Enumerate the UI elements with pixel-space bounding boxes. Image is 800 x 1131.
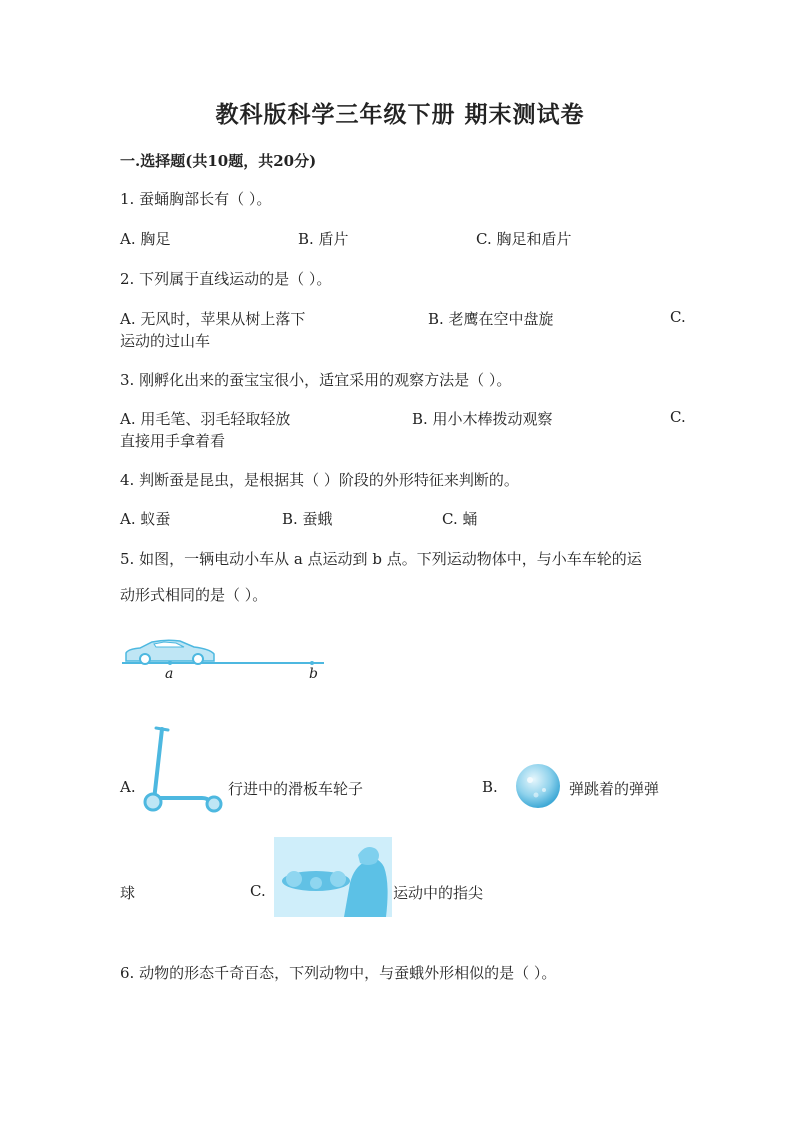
question-1-option-a: A. 胸足 (120, 230, 171, 248)
question-5-option-c-letter: C. (250, 882, 266, 900)
point-a-label: a (165, 666, 174, 682)
question-1-option-c: C. 胸足和盾片 (476, 230, 572, 248)
section-heading: 一.选择题(共10题，共20分) (120, 152, 317, 170)
question-5-option-b-text: 弹跳着的弹弹 (569, 780, 660, 798)
question-4-option-a: A. 蚁蚕 (120, 510, 171, 528)
question-1-option-b: B. 盾片 (298, 230, 349, 248)
question-5-option-b-wrap: 球 (120, 884, 136, 902)
question-5-stem-line2: 动形式相同的是（ ）。 (120, 586, 268, 604)
page-title: 教科版科学三年级下册 期末测试卷 (215, 101, 585, 128)
question-2-option-c-wrap: 运动的过山车 (120, 332, 211, 350)
question-4-option-c: C. 蛹 (442, 510, 478, 528)
question-2-option-b: B. 老鹰在空中盘旋 (428, 310, 554, 328)
question-3-option-c-wrap: 直接用手拿着看 (120, 432, 226, 450)
question-3-option-b: B. 用小木棒拨动观察 (412, 410, 553, 428)
question-2-stem: 2. 下列属于直线运动的是（ ）。 (120, 270, 332, 288)
question-1-stem: 1. 蚕蛹胸部长有（ ）。 (120, 190, 272, 208)
point-b-label: b (309, 666, 318, 682)
fingertip-spinner-illustration (274, 837, 392, 917)
question-3-option-a: A. 用毛笔、羽毛轻取轻放 (120, 410, 291, 428)
question-5-option-a-text: 行进中的滑板车轮子 (228, 780, 364, 798)
question-3-option-c: C. (670, 408, 686, 426)
question-2-option-a: A. 无风时，苹果从树上落下 (120, 310, 306, 328)
car-track-diagram (118, 636, 338, 686)
bouncy-ball-illustration (514, 762, 562, 810)
question-3-stem: 3. 刚孵化出来的蚕宝宝很小，适宜采用的观察方法是（ ）。 (120, 371, 512, 389)
question-4-stem: 4. 判断蚕是昆虫，是根据其（ ）阶段的外形特征来判断的。 (120, 471, 519, 489)
question-6-stem: 6. 动物的形态千奇百态，下列动物中，与蚕蛾外形相似的是（ ）。 (120, 964, 557, 982)
question-5-option-b-letter: B. (482, 778, 498, 796)
question-4-option-b: B. 蚕蛾 (282, 510, 333, 528)
question-2-option-c: C. (670, 308, 686, 326)
question-5-stem-line1: 5. 如图，一辆电动小车从 a 点运动到 b 点。下列运动物体中，与小车车轮的运 (120, 550, 642, 568)
scooter-illustration (142, 724, 224, 816)
question-5-option-a-letter: A. (120, 778, 136, 796)
question-5-option-c-text: 运动中的指尖 (393, 884, 484, 902)
